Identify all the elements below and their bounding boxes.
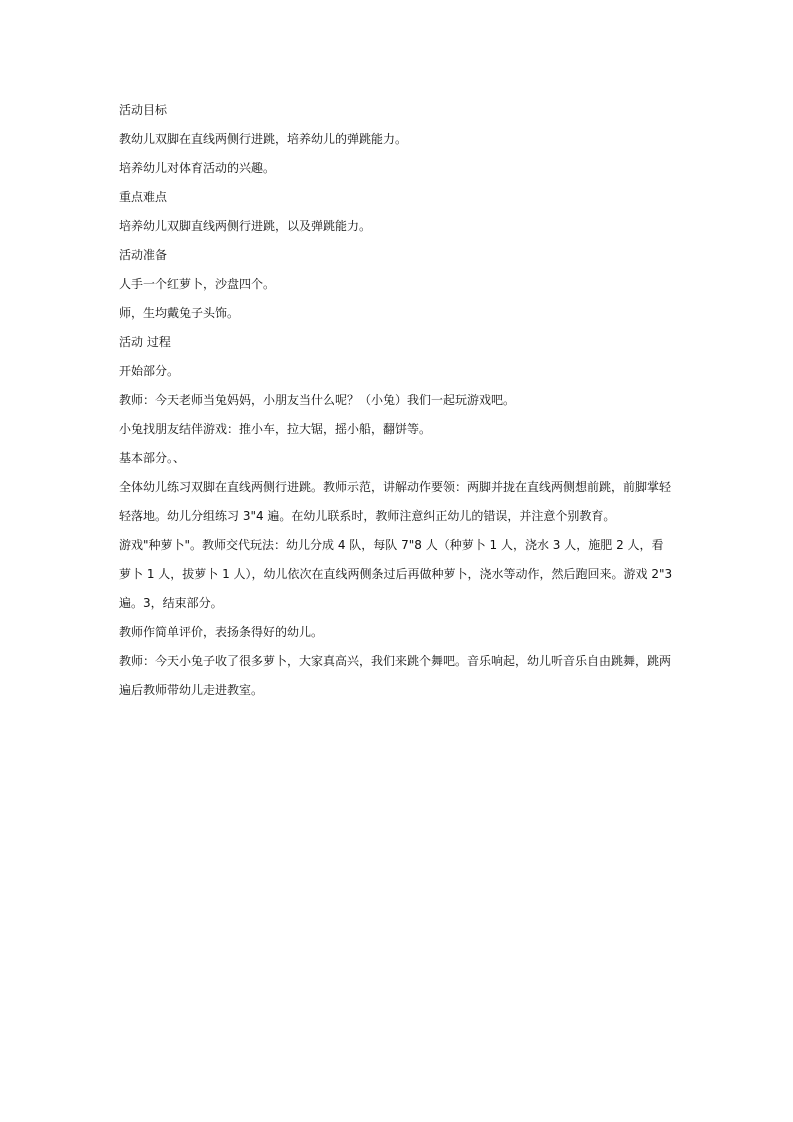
heading-activity-goal: 活动目标 (119, 103, 168, 117)
paragraph-goal-1: 教幼儿双脚在直线两侧行进跳，培养幼儿的弹跳能力。 (119, 132, 408, 146)
heading-key-points: 重点难点 (119, 190, 168, 204)
paragraph-evaluation: 教师作简单评价，表扬条得好的幼儿。 (119, 625, 324, 639)
paragraph-start-section: 开始部分。 (119, 364, 180, 378)
document-body (119, 100, 675, 709)
heading-preparation: 活动准备 (119, 248, 168, 262)
paragraph-teacher-intro: 教师：今天老师当兔妈妈，小朋友当什么呢？（小兔）我们一起玩游戏吧。 (119, 393, 516, 407)
paragraph-carrot-game: 游戏"种萝卜"。教师交代玩法：幼儿分成 4 队，每队 7"8 人（种萝卜 1 人，浇水 3 人，施肥 2 人，看萝卜 1 人，拔萝卜 1 人），幼儿依次在直线两侧条过后再做种萝卜，浇水等动作，然后跑回来。游戏 2"3 遍。3，结束部分。 (119, 538, 673, 610)
paragraph-preparation-1: 人手一个红萝卜，沙盘四个。 (119, 277, 276, 291)
paragraph-warmup-games: 小兔找朋友结伴游戏：推小车，拉大锯，摇小船，翻饼等。 (119, 422, 432, 436)
paragraph-basic-section: 基本部分。、 (119, 451, 186, 465)
paragraph-preparation-2: 师，生均戴兔子头饰。 (119, 306, 240, 320)
paragraph-goal-2: 培养幼儿对体育活动的兴趣。 (119, 161, 276, 175)
heading-process: 活动 过程 (119, 335, 171, 349)
paragraph-key-points: 培养幼儿双脚直线两侧行进跳，以及弹跳能力。 (119, 219, 372, 233)
paragraph-jump-practice: 全体幼儿练习双脚在直线两侧行进跳。教师示范，讲解动作要领：两脚并拢在直线两侧想前跳，前脚掌轻轻落地。幼儿分组练习 3"4 遍。在幼儿联系时，教师注意纠正幼儿的错误，并注意个别教育。 (119, 480, 672, 523)
paragraph-closing-dance: 教师：今天小兔子收了很多萝卜，大家真高兴，我们来跳个舞吧。音乐响起，幼儿听音乐自由跳舞，跳两遍后教师带幼儿走进教室。 (119, 654, 672, 697)
